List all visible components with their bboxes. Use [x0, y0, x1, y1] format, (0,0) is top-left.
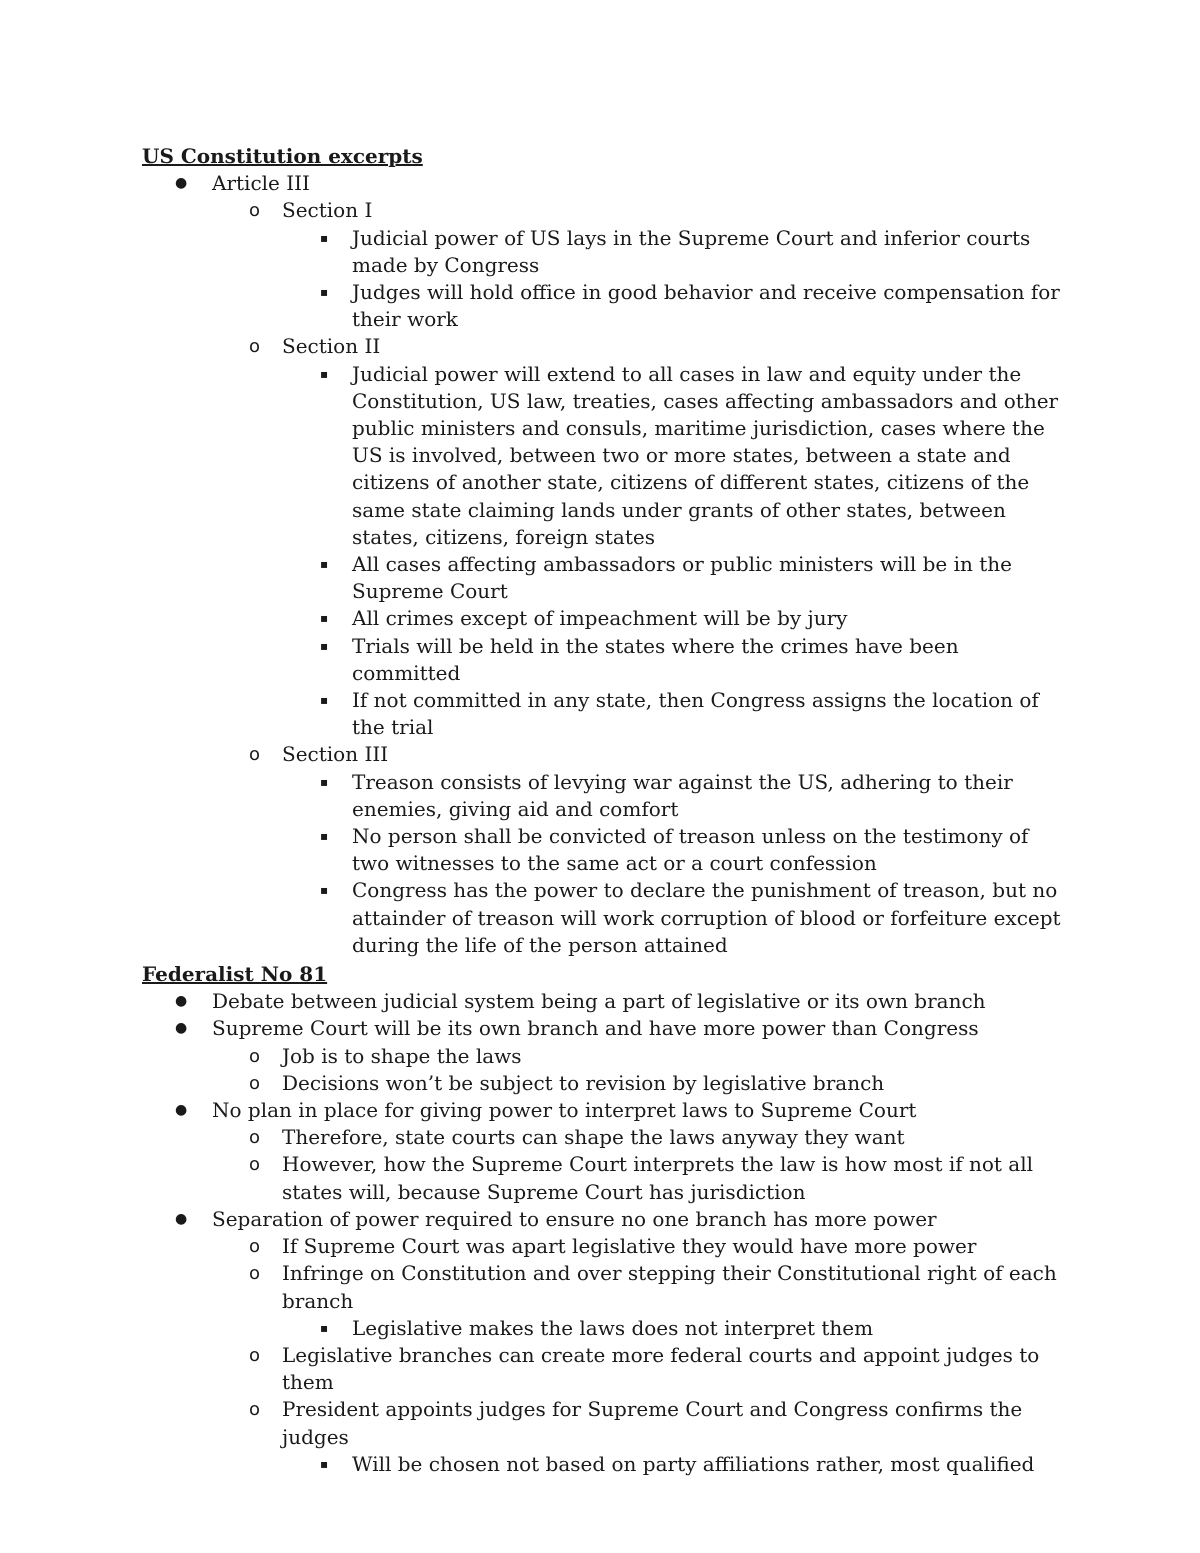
bullet-circle-icon: o	[249, 1236, 261, 1258]
list-item: ▪ Judicial power of US lays in the Supreme Court and inferior courts made by Congress	[320, 225, 1031, 277]
list-item: ● Separation of power required to ensure no one branch has more power	[142, 1206, 1070, 1233]
bullet-circle-icon: o	[249, 1072, 261, 1094]
list-item: ▪ All crimes except of impeachment will be by jury	[142, 605, 1070, 632]
list-item: ▪ Treason consists of levying war against the US, adhering to their enemies, giving aid and comfort	[320, 769, 1013, 821]
list-item: o Section I	[142, 197, 1070, 224]
bullet-circle-icon: o	[249, 1344, 261, 1366]
list-item: ▪ If not committed in any state, then Congress assigns the location of the trial	[320, 688, 1039, 740]
section-heading: Federalist No 81	[142, 962, 328, 987]
bullet-disc-icon: ●	[175, 1102, 188, 1119]
list-item: ▪ All cases affecting ambassadors or public ministers will be in the Supreme Court	[320, 552, 1012, 604]
bullet-circle-icon: o	[249, 1263, 261, 1285]
list-item: ▪ Will be chosen not based on party affiliations rather, most qualified	[142, 1451, 1070, 1478]
list-item: o Legislative branches can create more federal courts and appoint judges to them	[249, 1342, 1040, 1395]
list-item: o Job is to shape the laws	[142, 1043, 1070, 1070]
bullet-square-icon: ▪	[320, 638, 329, 653]
bullet-square-icon: ▪	[320, 230, 329, 245]
bullet-disc-icon: ●	[175, 1020, 188, 1037]
bullet-square-icon: ▪	[320, 611, 329, 626]
bullet-square-icon: ▪	[320, 366, 329, 381]
list-item: ● Article III	[142, 170, 1070, 197]
bullet-square-icon: ▪	[320, 883, 329, 898]
bullet-disc-icon: ●	[175, 993, 188, 1010]
bullet-square-icon: ▪	[320, 829, 329, 844]
list-item: o If Supreme Court was apart legislative they would have more power	[142, 1233, 1070, 1260]
list-item: ▪ Judges will hold office in good behavior and receive compensation for their work	[320, 280, 1060, 332]
bullet-square-icon: ▪	[320, 693, 329, 708]
list-item: ▪ Judicial power will extend to all cases in law and equity under the Constitution, US law, treaties, cases affecting ambassadors and other public ministers and consuls, maritime jurisdiction, cases where the US is involved, between two or more states, between a state and citizens of another state, citizens of different states, citizens of the same state claiming lands under grants of other states, between states, citizens, foreign states	[320, 361, 1059, 549]
bullet-circle-icon: o	[249, 1127, 261, 1149]
list-item: ▪ Legislative makes the laws does not interpret them	[142, 1315, 1070, 1342]
bullet-circle-icon: o	[249, 744, 261, 766]
list-item: o Therefore, state courts can shape the laws anyway they want	[142, 1124, 1070, 1151]
list-item: o Decisions won’t be subject to revision by legislative branch	[142, 1070, 1070, 1097]
list-item: ▪ Trials will be held in the states where the crimes have been committed	[320, 633, 959, 685]
bullet-disc-icon: ●	[175, 1210, 188, 1227]
bullet-circle-icon: o	[249, 1045, 261, 1067]
list-item: o Section II	[142, 333, 1070, 360]
bullet-circle-icon: o	[249, 200, 261, 222]
list-item: o President appoints judges for Supreme Court and Congress confirms the judges	[249, 1397, 1023, 1449]
list-item: o Infringe on Constitution and over stepping their Constitutional right of each branch	[249, 1261, 1057, 1313]
bullet-square-icon: ▪	[320, 1320, 329, 1335]
bullet-list	[142, 170, 1070, 959]
bullet-list	[142, 988, 1070, 1478]
list-item: ▪ Congress has the power to declare the punishment of treason, but no attainder of treason will work corruption of blood or forfeiture except during the life of the person attained	[320, 878, 1061, 957]
list-item: o Section III	[142, 741, 1070, 768]
bullet-circle-icon: o	[249, 1154, 261, 1176]
bullet-disc-icon: ●	[175, 175, 188, 192]
bullet-square-icon: ▪	[320, 1456, 329, 1471]
list-item: ● No plan in place for giving power to interpret laws to Supreme Court	[142, 1097, 1070, 1124]
list-item: o However, how the Supreme Court interprets the law is how most if not all states will, because Supreme Court has jurisdiction	[249, 1152, 1034, 1204]
bullet-square-icon: ▪	[320, 557, 329, 572]
list-item: ● Supreme Court will be its own branch and have more power than Congress	[142, 1015, 1070, 1042]
bullet-circle-icon: o	[249, 336, 261, 358]
bullet-square-icon: ▪	[320, 285, 329, 299]
bullet-circle-icon: o	[249, 1399, 261, 1421]
bullet-square-icon: ▪	[320, 774, 329, 789]
list-item: ● Debate between judicial system being a part of legislative or its own branch	[142, 988, 1070, 1015]
section-heading: US Constitution excerpts	[142, 144, 423, 168]
list-item: ▪ No person shall be convicted of treason unless on the testimony of two witnesses to the same act or a court confession	[320, 824, 1029, 876]
